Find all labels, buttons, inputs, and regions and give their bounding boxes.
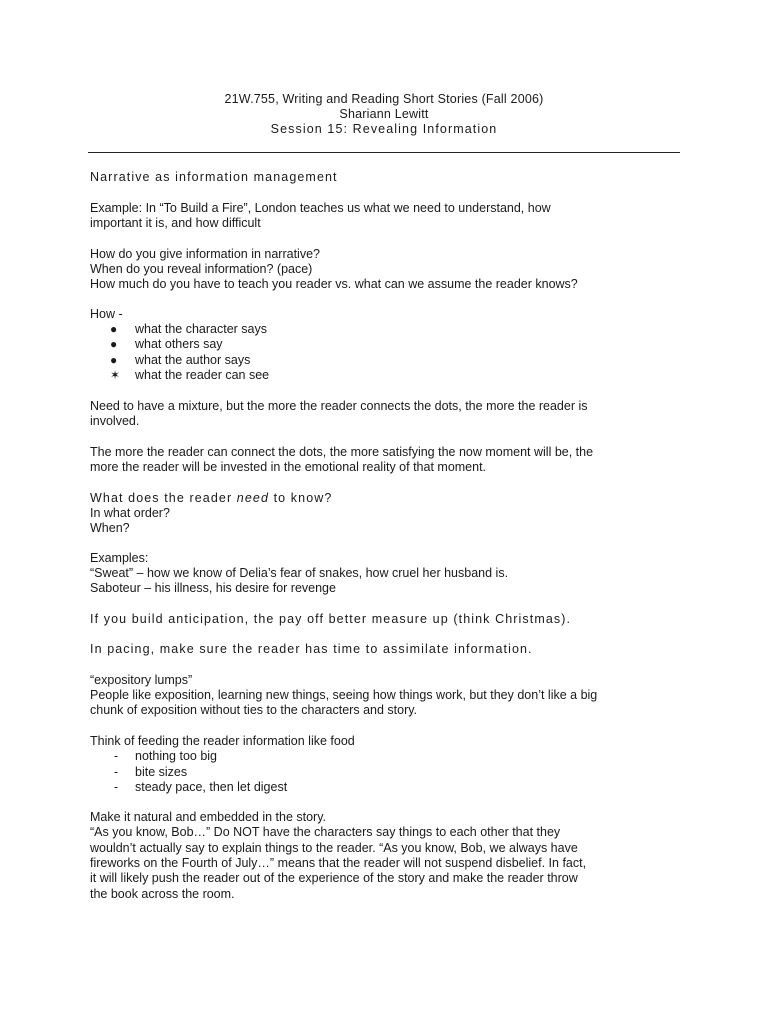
- paragraph-line: Make it natural and embedded in the story.: [90, 810, 327, 824]
- need-question-pre: What does the reader: [90, 491, 237, 505]
- list-item: bite sizes: [135, 765, 188, 779]
- paragraph-line: People like exposition, learning new things, seeing how things work, but they don’t like a big: [90, 688, 598, 702]
- dash-bullet-icon: -: [114, 749, 119, 763]
- examples-label: Examples:: [90, 551, 149, 565]
- need-question: [90, 491, 332, 506]
- example-line: “Sweat” – how we know of Delia’s fear of snakes, how cruel her husband is.: [90, 566, 509, 580]
- session-title: Session 15: Revealing Information: [270, 122, 498, 136]
- bullet-icon: ●: [110, 322, 118, 336]
- dash-bullet-icon: -: [114, 765, 119, 779]
- question-line: How much do you have to teach you reader vs. what can we assume the reader knows?: [90, 277, 578, 291]
- list-label: How -: [90, 307, 123, 321]
- subheading: “expository lumps”: [90, 673, 193, 687]
- paragraph-line: fireworks on the Fourth of July…” means that the reader will not suspend disbelief. In fact,: [90, 856, 587, 870]
- paragraph-line: more the reader will be invested in the emotional reality of that moment.: [90, 460, 487, 474]
- paragraph-line: wouldn’t actually say to explain things to the reader. “As you know, Bob, we always have: [90, 841, 578, 855]
- paragraph-line: it will likely push the reader out of the experience of the story and make the reader throw: [90, 871, 578, 885]
- list-item: what the author says: [135, 353, 251, 367]
- paragraph-line: In pacing, make sure the reader has time to assimilate information.: [90, 642, 533, 656]
- paragraph-line: chunk of exposition without ties to the characters and story.: [90, 703, 418, 717]
- bullet-icon: ●: [110, 353, 118, 367]
- list-item: what the character says: [135, 322, 268, 336]
- paragraph-line: important it is, and how difficult: [90, 216, 261, 230]
- question-line: How do you give information in narrative?: [90, 247, 320, 261]
- star-bullet-icon: ✶: [110, 368, 121, 382]
- question-line: In what order?: [90, 506, 170, 520]
- paragraph-line: “As you know, Bob…” Do NOT have the characters say things to each other that they: [90, 825, 561, 839]
- question-line: When do you reveal information? (pace): [90, 262, 313, 276]
- need-question-post: to know?: [269, 491, 333, 505]
- paragraph-line: the book across the room.: [90, 887, 235, 901]
- list-item: steady pace, then let digest: [135, 780, 288, 794]
- example-line: Saboteur – his illness, his desire for revenge: [90, 581, 336, 595]
- list-item: what others say: [135, 337, 223, 351]
- question-line: When?: [90, 521, 130, 535]
- paragraph-line: Think of feeding the reader information like food: [90, 734, 355, 748]
- list-item: what the reader can see: [135, 368, 270, 382]
- list-item: nothing too big: [135, 749, 218, 763]
- paragraph-line: involved.: [90, 414, 140, 428]
- paragraph-line: The more the reader can connect the dots, the more satisfying the now moment will be, the: [90, 445, 594, 459]
- paragraph-line: Need to have a mixture, but the more the reader connects the dots, the more the reader is: [90, 399, 588, 413]
- course-title: 21W.755, Writing and Reading Short Stories (Fall 2006): [224, 92, 544, 106]
- bullet-icon: ●: [110, 337, 118, 351]
- paragraph-line: If you build anticipation, the pay off better measure up (think Christmas).: [90, 612, 572, 626]
- section-heading: Narrative as information management: [90, 170, 338, 184]
- need-emphasis: need: [236, 491, 270, 505]
- header-divider: [88, 152, 680, 153]
- dash-bullet-icon: -: [114, 780, 119, 794]
- paragraph-line: Example: In “To Build a Fire”, London teaches us what we need to understand, how: [90, 201, 551, 215]
- author-name: Shariann Lewitt: [339, 107, 429, 121]
